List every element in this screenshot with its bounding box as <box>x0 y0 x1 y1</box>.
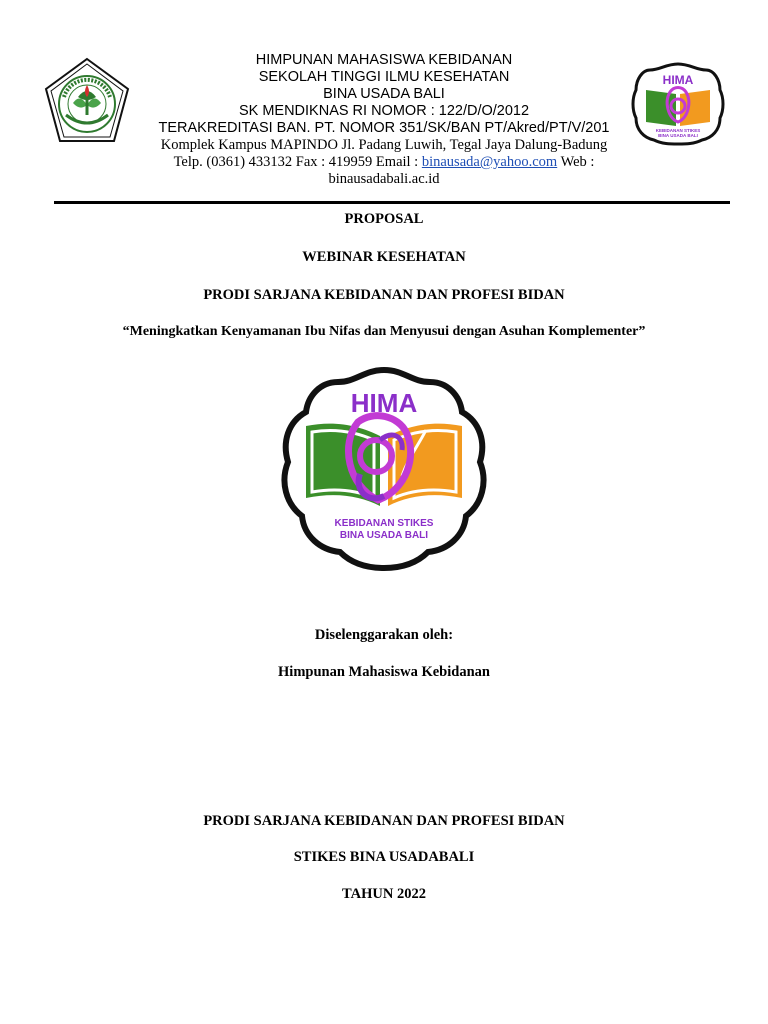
hima-logo-large <box>276 366 492 571</box>
hima-large-title: HIMA <box>350 388 418 418</box>
phone-fax: Telp. (0361) 433132 Fax : 419959 Email : <box>173 154 422 170</box>
web-label: Web : <box>557 154 595 170</box>
website: binausadabali.ac.id <box>328 171 440 187</box>
hima-logo-small <box>630 62 726 146</box>
footer-program: PRODI SARJANA KEBIDANAN DAN PROFESI BIDAN <box>203 813 565 829</box>
hima-small-title: HIMA <box>662 73 694 87</box>
school-name: SEKOLAH TINGGI ILMU KESEHATAN <box>258 69 510 85</box>
event-title: WEBINAR KESEHATAN <box>302 249 466 265</box>
email-link[interactable]: binausada@yahoo.com <box>421 154 558 170</box>
header-divider <box>54 201 730 204</box>
hima-large-sub2: BINA USADA BALI <box>339 530 429 541</box>
stikes-seal-logo <box>42 57 132 145</box>
accreditation: TERAKREDITASI BAN. PT. NOMOR 351/SK/BAN PT/Akred/PT/V/201 <box>158 120 610 136</box>
hima-small-sub2: BINA USADA BALI <box>658 133 698 138</box>
theme-title: “Meningkatkan Kenyamanan Ibu Nifas dan Menyusui dengan Asuhan Komplementer” <box>122 324 646 339</box>
program-title: PRODI SARJANA KEBIDANAN DAN PROFESI BIDAN <box>203 287 565 303</box>
organized-by-label: Diselenggarakan oleh: <box>314 627 454 643</box>
organizer-name: Himpunan Mahasiswa Kebidanan <box>278 664 490 680</box>
school-location: BINA USADA BALI <box>323 86 445 102</box>
org-name: HIMPUNAN MAHASISWA KEBIDANAN <box>255 52 513 68</box>
footer-year: TAHUN 2022 <box>342 886 426 902</box>
decree-number: SK MENDIKNAS RI NOMOR : 122/D/O/2012 <box>238 103 530 119</box>
doc-type: PROPOSAL <box>344 211 424 227</box>
footer-institution: STIKES BINA USADABALI <box>293 849 475 865</box>
address: Komplek Kampus MAPINDO Jl. Padang Luwih, Tegal Jaya Dalung-Badung <box>160 137 608 153</box>
hima-small-sub1: KEBIDANAN STIKES <box>655 128 701 133</box>
contact-line <box>120 154 648 171</box>
hima-large-sub1: KEBIDANAN STIKES <box>334 518 434 529</box>
letterhead <box>120 52 648 188</box>
